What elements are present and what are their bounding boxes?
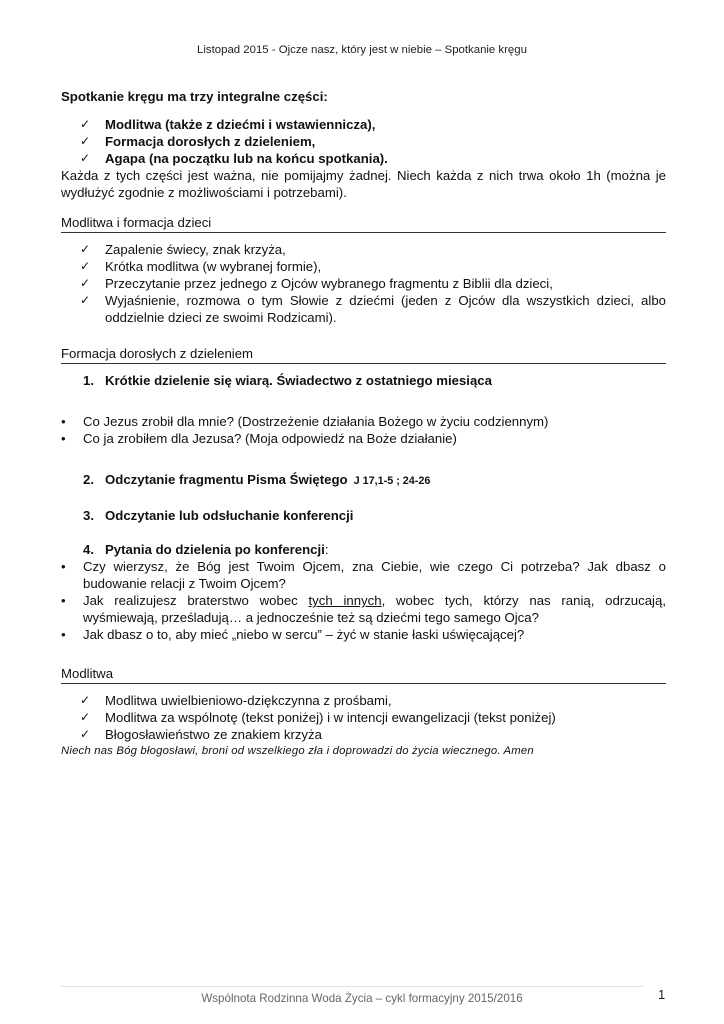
bullet-icon: •: [61, 627, 66, 642]
step-4: 4. Pytania do dzielenia po konferencji:: [83, 542, 329, 557]
intro-checklist: [61, 116, 666, 167]
checkmark-icon: ✓: [80, 727, 91, 741]
list-item: ✓ Formacja dorosłych z dzieleniem,: [80, 134, 316, 149]
list-item: ✓ Krótka modlitwa (w wybranej formie),: [80, 259, 322, 274]
intro-paragraph: Każda z tych części jest ważna, nie pomijajmy żadnej. Niech każda z nich trwa około 1h (można je wydłużyć zgodnie z możliwościami i potrzebami).: [61, 168, 666, 200]
checkmark-icon: ✓: [80, 117, 91, 131]
step4-bullets: [61, 558, 666, 643]
list-item: • Czy wierzysz, że Bóg jest Twoim Ojcem, zna Ciebie, wie czego Ci potrzeba? Jak dbasz o budowanie relacji z Twoim Ojcem?: [61, 559, 666, 591]
checkmark-icon: ✓: [80, 259, 91, 273]
children-checklist: [61, 241, 666, 326]
step-3: 3. Odczytanie lub odsłuchanie konferencji: [83, 508, 354, 523]
checkmark-icon: ✓: [80, 293, 91, 307]
section-title-prayer: Modlitwa: [61, 665, 666, 684]
adult-steps-continued: [61, 471, 666, 558]
document-body: [61, 88, 666, 760]
list-item: ✓ Błogosławieństwo ze znakiem krzyża: [80, 727, 322, 742]
list-item: ✓ Zapalenie świecy, znak krzyża,: [80, 242, 286, 257]
list-item: • Jak dbasz o to, aby mieć „niebo w sercu” – żyć w stanie łaski uświęcającej?: [61, 627, 525, 642]
list-item: ✓ Modlitwa uwielbieniowo-dziękczynna z prośbami,: [80, 693, 392, 708]
scripture-reference: J 17,1-5 ; 24-26: [353, 475, 431, 487]
list-item: ✓ Przeczytanie przez jednego z Ojców wybranego fragmentu z Biblii dla dzieci,: [80, 276, 553, 291]
checkmark-icon: ✓: [80, 693, 91, 707]
step-1: 1. Krótkie dzielenie się wiarą. Świadectwo z ostatniego miesiąca: [83, 373, 492, 388]
list-item: ✓ Agapa (na początku lub na końcu spotkania).: [80, 151, 388, 166]
intro-title: Spotkanie kręgu ma trzy integralne części:: [61, 89, 328, 104]
list-item: • Co Jezus zrobił dla mnie? (Dostrzeżenie działania Bożego w życiu codziennym): [61, 414, 549, 429]
bullet-icon: •: [61, 593, 66, 608]
list-item: ✓ Modlitwa (także z dziećmi i wstawiennicza),: [80, 117, 376, 132]
step1-bullets: [61, 413, 666, 447]
footer-divider: [61, 986, 643, 987]
bullet-icon: •: [61, 559, 66, 574]
list-item: ✓ Wyjaśnienie, rozmowa o tym Słowie z dziećmi (jeden z Ojców dla wszystkich dzieci, albo oddzielnie dzieci ze swoimi Rodzicami).: [80, 293, 666, 325]
section-title-children: Modlitwa i formacja dzieci: [61, 214, 666, 233]
section-title-adults: Formacja dorosłych z dzieleniem: [61, 345, 666, 364]
list-item: • Jak realizujesz braterstwo wobec tych innych, wobec tych, którzy nas ranią, odrzucają, wyśmiewają, prześladują… a jednocześnie też są dziećmi tego samego Ojca?: [61, 593, 666, 625]
underlined-phrase: tych innych: [308, 593, 382, 608]
checkmark-icon: ✓: [80, 710, 91, 724]
page-header: Listopad 2015 - Ojcze nasz, który jest w niebie – Spotkanie kręgu: [197, 44, 527, 56]
list-item: ✓ Modlitwa za wspólnotę (tekst poniżej) i w intencji ewangelizacji (tekst poniżej): [80, 710, 556, 725]
checkmark-icon: ✓: [80, 276, 91, 290]
checkmark-icon: ✓: [80, 134, 91, 148]
page-number: 1: [658, 987, 666, 1002]
bullet-icon: •: [61, 431, 66, 446]
checkmark-icon: ✓: [80, 242, 91, 256]
page-footer: Wspólnota Rodzinna Woda Życia – cykl formacyjny 2015/2016: [201, 992, 523, 1005]
checkmark-icon: ✓: [80, 151, 91, 165]
bullet-icon: •: [61, 414, 66, 429]
closing-blessing: Niech nas Bóg błogosławi, broni od wszelkiego zła i doprowadzi do życia wiecznego. Amen: [61, 745, 534, 757]
step-2: 2. Odczytanie fragmentu Pisma Świętego J 17,1-5 ; 24-26: [83, 472, 431, 487]
list-item: • Co ja zrobiłem dla Jezusa? (Moja odpowiedź na Boże działanie): [61, 431, 457, 446]
adult-steps: [61, 372, 666, 389]
prayer-checklist: [61, 692, 666, 743]
